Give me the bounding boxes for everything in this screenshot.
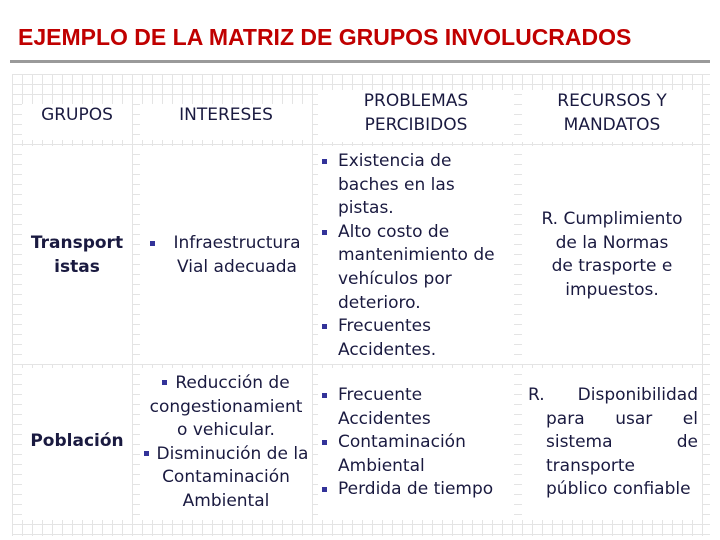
interests-poblacion [140,368,312,520]
header-intereses [140,104,312,140]
header-grupos-label: GRUPOS [41,105,113,125]
problem-line: vehículos por [338,268,452,289]
header-recursos-line2: MANDATOS [563,114,661,135]
problem-item [318,221,506,315]
bullet-icon [322,487,327,492]
problem-item [318,315,506,362]
bullet-icon [322,440,327,445]
resource-line: para usar el [546,408,698,429]
problem-line: Existencia de [338,151,452,171]
resource-line: R. Cumplimiento [541,209,683,229]
problem-line: mantenimiento de [338,245,495,266]
problem-item [318,150,506,221]
interest-line: Infraestructura [173,233,301,253]
bullet-icon [322,393,327,398]
resource-line: R. Disponibilidad [528,385,698,405]
interest-item [140,372,312,443]
interest-line: Ambiental [182,490,270,511]
problem-line: Frecuente [338,385,423,405]
problem-line: Accidentes. [338,339,437,360]
header-problemas-line2: PERCIBIDOS [364,114,468,135]
resource-line: transporte [546,455,636,476]
bullet-icon [144,451,149,456]
header-recursos [522,90,702,142]
problem-item [318,431,514,478]
problem-item [318,384,514,431]
group-transportistas-line1: Transport [30,233,124,253]
header-recursos-line1: RECURSOS Y [557,91,667,111]
resource-line: impuestos. [565,279,659,300]
interest-line: Vial adecuada [177,256,297,277]
resources-poblacion [522,368,702,520]
problem-item [318,478,514,502]
header-grupos [22,104,132,140]
interest-line: o vehicular. [177,420,275,441]
header-problemas [318,90,514,142]
interest-line: congestionamient [149,396,303,417]
interest-item [146,232,312,279]
problem-line: Contaminación [338,432,466,453]
problem-line: Perdida de tiempo [338,479,494,500]
header-problemas-line1: PROBLEMAS [363,91,469,111]
problem-line: pistas. [338,198,394,219]
interest-item [140,443,312,514]
group-transportistas [22,146,132,364]
bullet-icon [322,159,327,164]
group-poblacion-line1: Población [30,431,124,451]
resource-line: sistema de [546,432,698,453]
problem-line: Accidentes [338,408,431,429]
bullet-icon [162,380,167,385]
group-poblacion [22,368,132,520]
problem-line: Frecuentes [338,316,431,337]
problem-line: Ambiental [338,455,425,476]
header-intereses-label: INTERESES [179,105,273,125]
interest-line: Contaminación [162,467,290,488]
problems-poblacion [318,368,514,520]
title-divider [10,60,710,63]
problem-line: baches en las [338,174,455,195]
bullet-icon [322,324,327,329]
bullet-icon [150,241,155,246]
problem-line: Alto costo de [338,221,450,242]
interest-line: Disminución de la [156,443,309,464]
problem-line: deterioro. [338,292,421,313]
resource-line: público confiable [546,479,691,500]
page-title: EJEMPLO DE LA MATRIZ DE GRUPOS INVOLUCRADOS [18,24,632,50]
interests-transportistas [140,146,312,364]
problems-transportistas [318,146,514,364]
resource-line: de trasporte e [551,256,673,277]
interest-line: Reducción de [175,373,290,393]
resources-transportistas [522,146,702,364]
group-transportistas-line2: istas [54,256,100,277]
bullet-icon [322,230,327,235]
resource-line: de la Normas [555,232,669,253]
